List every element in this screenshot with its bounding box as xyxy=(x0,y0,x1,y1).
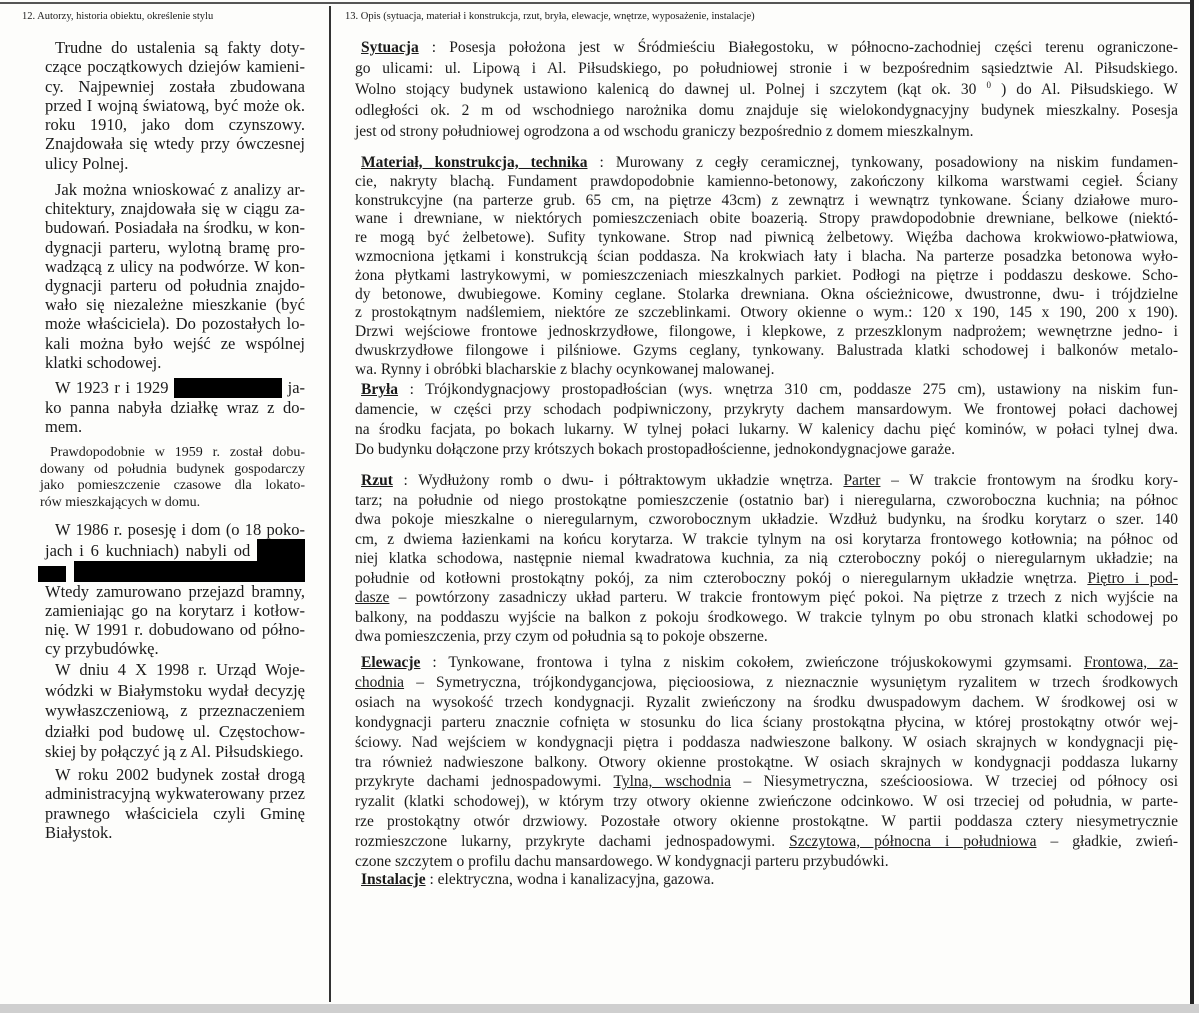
text-line xyxy=(45,257,305,276)
text-segment: re mogą być żelbetowe). Sufity tynkowane. Strop nad piwnicą żelbetowy. Więźba dachowa krokwiowo-płatwiowa, xyxy=(355,229,1178,247)
page-top-border xyxy=(0,2,1192,4)
redaction-box xyxy=(257,539,305,561)
text-line xyxy=(45,77,305,96)
right-column-paragraph xyxy=(355,380,1178,460)
text-segment: wadzącą z ulicy na podwórze. W kon- xyxy=(45,256,305,276)
text-segment: czące początkowych dziejów kamieni- xyxy=(45,57,305,77)
text-line xyxy=(45,353,305,372)
text-segment: wało się niezależne mieszkanie (być xyxy=(45,295,305,315)
text-line xyxy=(45,582,305,601)
text-segment: na środku facjata, po bokach lukarny. W tylnej połaci lukarny. W kalenicy dachu pięć kominów, w połaci tylnej dwa. xyxy=(355,421,1178,438)
text-line xyxy=(40,445,305,462)
text-line xyxy=(355,304,1178,323)
text-line xyxy=(45,620,305,639)
text-segment: rów mieszkających w domu. xyxy=(40,495,201,511)
text-segment: – Niesymetryczna, sześcioosiowa. W trzeciej od północy osi xyxy=(743,773,1179,791)
text-line xyxy=(355,832,1178,852)
text-line xyxy=(355,267,1178,286)
text-segment: wa. Rynny i obróbki blacharskie z blachy ocynkowanej malowanej. xyxy=(355,360,775,378)
text-segment: damencie, w części przy schodach podpiwniczony, przykryty dachem mansardowym. We frontowej połaci dachowej xyxy=(355,401,1178,418)
text-segment: Jak można wnioskować z analizy ar- xyxy=(55,180,305,199)
text-segment: dwa pomieszczenia, przy czym od południa są to pokoje obszerne. xyxy=(355,628,768,645)
text-segment: : Wydłużony romb o dwu- i półtraktowym układzie wnętrza. xyxy=(403,472,844,489)
text-segment: przykryte dachami jednospadowymi. xyxy=(355,773,614,791)
text-line xyxy=(45,417,305,436)
text-segment: balkony, na poddaszu wyjście na balkon z pokoju środkowego. W trakcie tylnym po obu stronach klatki schodowej po xyxy=(355,608,1178,626)
left-column-paragraph xyxy=(45,520,305,658)
text-segment: : Tynkowane, frontowa i tylna z niskim cokołem, zwieńczone trójuskokowymi gzymsami. xyxy=(432,654,1084,671)
text-segment: działki pod budowę ul. Częstochow- xyxy=(45,721,305,741)
text-segment: dy betonowe, dwubiegowe. Kominy ceglane. Stolarka drewniana. Okna ościeżnicowe, dwustronne, dwu- i trójdzielne xyxy=(355,285,1178,303)
text-segment: roku 1910, jako dom czynszowy. xyxy=(45,115,305,135)
text-segment: wzmocniona jętkami i konstrukcją ścian poddasza. Na krokwiach łaty i blacha. Na parterze posadzka betonowa wyło- xyxy=(355,247,1178,265)
section-heading: Sytuacja xyxy=(361,39,419,56)
text-segment: tra również nadwieszone balkony. Otwory okienne prostokątne. W osiach skrajnych w kondygnacji poddasza lukarny xyxy=(355,753,1178,771)
text-line xyxy=(355,491,1178,511)
text-line xyxy=(45,334,305,353)
text-segment: – Symetryczna, trójkondygancjowa, pięcioosiowa, z nieznacznie wysuniętym ryzalitem w trzech środkowych xyxy=(416,673,1179,691)
text-segment: : Trójkondygnacjowy prostopadłościan (wys. wnętrza 310 cm, poddasze 275 cm), ustawiony na niskim fun- xyxy=(409,381,1178,398)
text-line xyxy=(45,722,305,743)
text-segment: chitektury, znajdowała się w ciągu za- xyxy=(45,199,305,219)
underlined-subheading: Piętro i pod- xyxy=(1087,569,1178,587)
text-segment: budowań. Posiadała na środku, w kon- xyxy=(45,218,305,238)
text-line xyxy=(45,601,305,620)
text-segment: rozmieszczone lukarny, przykryte dachami jednospadowymi. xyxy=(355,833,790,851)
text-line xyxy=(355,37,1178,58)
text-line xyxy=(355,440,1178,460)
left-column-paragraph xyxy=(45,765,305,842)
text-segment: jach i 6 kuchniach) nabyli od xyxy=(45,541,251,560)
text-segment: Prawdopodobnie w 1959 r. został dobu- xyxy=(50,445,305,460)
text-segment: – W trakcie frontowym na środku kory- xyxy=(891,472,1179,489)
text-segment: ko panna nabyła działkę wraz z do- xyxy=(45,398,305,417)
text-segment: wane i drewniane, w niektórych pomieszczeniach obite boazerią. Stropy prawdopodobnie drewniane, belkowe (niektó- xyxy=(355,210,1178,228)
page-right-border xyxy=(1190,0,1194,1013)
text-line xyxy=(45,660,305,681)
underlined-subheading: Tylna, wschodnia xyxy=(613,773,732,791)
underlined-subheading: Szczytowa, północna i południowa xyxy=(789,833,1037,851)
text-line xyxy=(45,378,305,398)
text-line xyxy=(355,286,1178,305)
text-line xyxy=(355,733,1178,753)
text-segment: wywłaszczeniową, z przeznaczeniem xyxy=(45,701,305,720)
right-column-paragraph xyxy=(355,37,1178,142)
text-line xyxy=(355,323,1178,342)
text-segment: W dniu 4 X 1998 r. Urząd Woje- xyxy=(55,660,305,679)
text-segment: z prostokątnym nadślemiem, niektóre ze szczeblinkami. Otwory okienne o wym.: 120 x 190, 145 x 190, 200 x 190). xyxy=(355,304,1178,322)
text-line xyxy=(355,380,1178,400)
text-line xyxy=(45,681,305,702)
text-segment: nię. W 1991 r. dobudowano od półno- xyxy=(45,620,305,639)
text-line xyxy=(355,229,1178,248)
text-line xyxy=(45,276,305,295)
underlined-subheading: Frontowa, za- xyxy=(1083,654,1178,671)
text-segment: prawnego właściciela czyli Gminę xyxy=(45,803,305,823)
text-segment: przed I wojną światową, być może ok. xyxy=(45,95,305,115)
text-line xyxy=(355,653,1178,673)
text-segment: Wolno stojący budynek ustawiono kalenicą do dawnej ul. Polnej i szczytem (kąt ok. 30 xyxy=(355,81,977,98)
text-segment: administracyjną wykwaterowany przez xyxy=(45,784,305,804)
section-heading: Rzut xyxy=(361,472,393,489)
text-segment: : Murowany z cegły ceramicznej, tynkowany, posadowiony na niskim fundamen- xyxy=(599,154,1178,171)
text-segment: dwa pokoje mieszkalne o nieregularnym, czworobocznym układzie. Wzdłuż budynku, na środku korytarz o szer. 140 xyxy=(355,511,1178,528)
text-segment: jako pomieszczenie czasowe dla lokato- xyxy=(40,478,305,494)
text-line xyxy=(355,753,1178,773)
text-segment: klatki schodowej. xyxy=(45,352,162,372)
underlined-subheading: chodnia xyxy=(355,673,405,691)
text-segment: ulicy Polnej. xyxy=(45,153,129,173)
section-heading: Bryła xyxy=(361,381,399,398)
text-line xyxy=(40,478,305,495)
text-line xyxy=(355,58,1178,79)
text-line xyxy=(355,549,1178,569)
redaction-box xyxy=(38,566,66,582)
text-line xyxy=(45,295,305,314)
text-line xyxy=(355,342,1178,361)
redaction-box xyxy=(74,561,305,582)
text-line xyxy=(355,608,1178,628)
left-column-paragraph xyxy=(45,38,305,173)
text-segment: Wtedy zamurowano przejazd bramny, xyxy=(45,582,305,601)
underlined-subheading: dasze xyxy=(355,589,390,606)
left-column-paragraph xyxy=(45,378,305,436)
text-line xyxy=(355,530,1178,550)
text-line xyxy=(45,561,305,582)
text-line xyxy=(355,248,1178,267)
text-segment: osiach na wysokość trzech kondygnacji. Ryzalit zwieńczony na środku dwuspadowym dachem. W środkowej osi w xyxy=(355,693,1178,711)
text-segment: żona płytkami lastrykowymi, w pomieszczeniach mieszkalnych parkiet. Podłogi na piętrze i poddaszu deskowe. Scho- xyxy=(355,266,1178,284)
text-segment: go ulicami: ul. Lipową i Al. Piłsudskiego, po południowej stronie i w bezpośrednim sąsiedztwie Al. Piłsudskiego. xyxy=(355,60,1178,77)
text-segment: niej klatka schodowa, następnie niemal kwadratowa kuchnia, za nią czteroboczny pokój o nieregularnym układzie; na xyxy=(355,550,1178,567)
text-segment: W 1923 r i 1929 xyxy=(55,378,169,397)
text-line xyxy=(45,218,305,237)
text-segment: dygnacji parteru od południa znajdo- xyxy=(45,276,305,296)
right-column-paragraph xyxy=(355,471,1178,647)
text-line xyxy=(45,765,305,784)
text-line xyxy=(45,199,305,218)
text-segment: mem. xyxy=(45,417,83,436)
text-segment: ryzalit (klatki schodowej), w którym trzy otwory okienne zwieńczone odcinkowo. W osi trzeciej od południa, w parte- xyxy=(355,793,1178,811)
text-line xyxy=(45,57,305,76)
right-column-paragraph xyxy=(355,154,1178,380)
text-segment: czone szczytem o profilu dachu mansardowego. W kondygnacji parteru przybudówki. xyxy=(355,853,889,871)
text-line xyxy=(355,713,1178,733)
text-line xyxy=(355,420,1178,440)
text-line xyxy=(355,400,1178,420)
text-segment: kondygnacji parteru znacznie cofnięta w stosunku do lica ściany prostokątna płycina, w której prostokątny otwór wej- xyxy=(355,713,1178,731)
text-line xyxy=(45,314,305,333)
text-line xyxy=(355,772,1178,792)
text-segment: zamieniając go na korytarz i kotłow- xyxy=(45,601,305,620)
redaction-box xyxy=(174,378,282,398)
underlined-subheading: Parter xyxy=(843,472,881,489)
text-line xyxy=(45,804,305,823)
text-segment: : elektryczna, wodna i kanalizacyjna, gazowa. xyxy=(429,871,715,888)
text-line xyxy=(45,539,305,561)
text-segment: Drzwi wejściowe frontowe jednoskrzydłowe, filongowe, i klepkowe, z przeszklonym nadprożem; wewnętrzne jedno- i xyxy=(355,323,1178,341)
text-line xyxy=(45,238,305,257)
text-segment: jest od strony południowej ogrodzona a od wschodu graniczy bezpośrednio z domem mieszkalnym. xyxy=(355,123,974,140)
text-segment: wódzki w Białymstoku wydał decyzję xyxy=(45,680,305,700)
text-line xyxy=(355,870,1178,890)
text-segment: ściowy. Nad wejściem w kondygnacji piętra i poddasza nadwieszone balkony. W osiach skrajnych w kondygnacji pię- xyxy=(355,733,1178,751)
text-segment: konstrukcyjne (na parterze grub. 65 cm, na piętrze 43cm) z zewnątrz i wewnątrz tynkowane. Ściany działowe muro- xyxy=(355,191,1178,209)
text-line xyxy=(355,79,1178,100)
text-segment: cy. Najpewniej została zbudowana xyxy=(45,76,305,96)
text-line xyxy=(355,121,1178,142)
section-12-title: 12. Autorzy, historia obiektu, określenie stylu xyxy=(22,11,214,22)
text-line xyxy=(355,100,1178,121)
text-line xyxy=(40,495,305,512)
text-segment: odległości ok. 2 m od wschodniego narożnika domu znajduje się wielokondygnacyjny budynek mieszkalny. Posesja xyxy=(355,102,1178,119)
text-segment: tarz; na południe od niego prostokątne pomieszczenie (ostatnio bar) i nieregularna, czworoboczna kuchnia; na północ xyxy=(355,491,1178,509)
text-line xyxy=(355,673,1178,693)
text-segment: Znajdowała się wtedy przy ówczesnej xyxy=(45,134,305,154)
section-13-title: 13. Opis (sytuacja, materiał i konstrukcja, rzut, bryła, elewacje, wnętrze, wyposażenie, instalacje) xyxy=(345,11,755,22)
text-line xyxy=(45,398,305,417)
left-column-paragraph xyxy=(45,660,305,763)
text-segment: cy przybudówkę. xyxy=(45,639,159,658)
text-line xyxy=(45,134,305,153)
left-column-paragraph xyxy=(40,445,305,512)
text-segment: dygnacji parteru, wylotną bramę pro- xyxy=(45,237,305,257)
left-column-paragraph xyxy=(45,180,305,372)
text-line xyxy=(45,823,305,842)
text-line xyxy=(45,784,305,803)
text-segment: ) do Al. Piłsudskiego. W xyxy=(1001,81,1179,98)
text-line xyxy=(45,520,305,539)
text-line xyxy=(355,569,1178,589)
text-line xyxy=(45,639,305,658)
text-line xyxy=(45,701,305,722)
text-segment: dowany od południa budynek gospodarczy xyxy=(40,461,305,477)
text-segment: Trudne do ustalenia są fakty doty- xyxy=(55,38,305,57)
section-heading: Elewacje xyxy=(361,654,421,671)
text-line xyxy=(45,180,305,199)
text-line xyxy=(355,693,1178,713)
text-segment: : Posesja położona jest w Śródmieściu Białegostoku, w północno-zachodniej części terenu ograniczone- xyxy=(431,39,1178,56)
right-column-paragraph xyxy=(355,870,1178,890)
text-line xyxy=(45,115,305,134)
text-line xyxy=(40,462,305,479)
text-line xyxy=(355,210,1178,229)
text-line xyxy=(355,852,1178,872)
text-segment: Do budynku dołączone przy krótszych bokach prostopadłościenne, jednokondygnacjowe garaże. xyxy=(355,441,955,458)
text-line xyxy=(355,173,1178,192)
text-segment: może właściciela). Do pozostałych lo- xyxy=(45,314,305,334)
text-line xyxy=(355,588,1178,608)
text-segment: cie, nakryty blachą. Fundament prawdopodobnie kamienno-betonowy, zakończony kilkoma warstwami cegieł. Ściany xyxy=(355,172,1178,190)
text-segment: W 1986 r. posesję i dom (o 18 poko- xyxy=(55,520,305,539)
text-line xyxy=(355,192,1178,211)
text-segment: – powtórzony zasadniczy układ parteru. W trakcie frontowym pięć pokoi. Na piętrze z trzech z nich wyjście na xyxy=(398,589,1179,606)
section-heading: Instalacje xyxy=(361,871,426,888)
text-line xyxy=(45,38,305,57)
text-segment: południe od kotłowni prostokątny pokój, za nim czteroboczny pokój o nieregularnym układzie wnętrza. xyxy=(355,569,1088,587)
text-segment: W roku 2002 budynek został drogą xyxy=(55,765,305,784)
text-line xyxy=(355,471,1178,491)
text-segment: skiej by połączyć ją z Al. Piłsudskiego. xyxy=(45,742,304,761)
text-line xyxy=(355,510,1178,530)
column-divider xyxy=(329,6,331,1002)
section-heading: Materiał, konstrukcja, technika xyxy=(361,154,588,171)
text-segment: ja- xyxy=(287,378,306,397)
right-column-paragraph xyxy=(355,653,1178,872)
text-segment: rze prostokątny otwór drzwiowy. Pozostałe otwory okienne prostokątne. W partii poddasza cztery niesymetrycznie xyxy=(355,813,1178,831)
text-line xyxy=(355,154,1178,173)
text-segment: kali można było wejść ze wspólnej xyxy=(45,333,305,353)
text-line xyxy=(355,792,1178,812)
text-line xyxy=(45,96,305,115)
text-segment: Białystok. xyxy=(45,822,113,842)
text-line xyxy=(355,361,1178,380)
superscript: 0 xyxy=(986,80,991,90)
text-line xyxy=(45,154,305,173)
text-line xyxy=(355,812,1178,832)
text-segment: – gładkie, zwień- xyxy=(1050,833,1178,851)
text-segment: dwuskrzydłowe filongowe i pilśniowe. Gzyms ceglany, tynkowany. Balustrada klatki schodowej i balkonów metalo- xyxy=(355,341,1178,359)
text-line xyxy=(355,627,1178,647)
text-segment: cm, z dwiema łazienkami na końcu korytarza. W trakcie tylnym na osi korytarza frontowego kotłownia; na północ od xyxy=(355,530,1178,548)
scan-bottom-edge xyxy=(0,1004,1199,1013)
text-line xyxy=(45,742,305,763)
